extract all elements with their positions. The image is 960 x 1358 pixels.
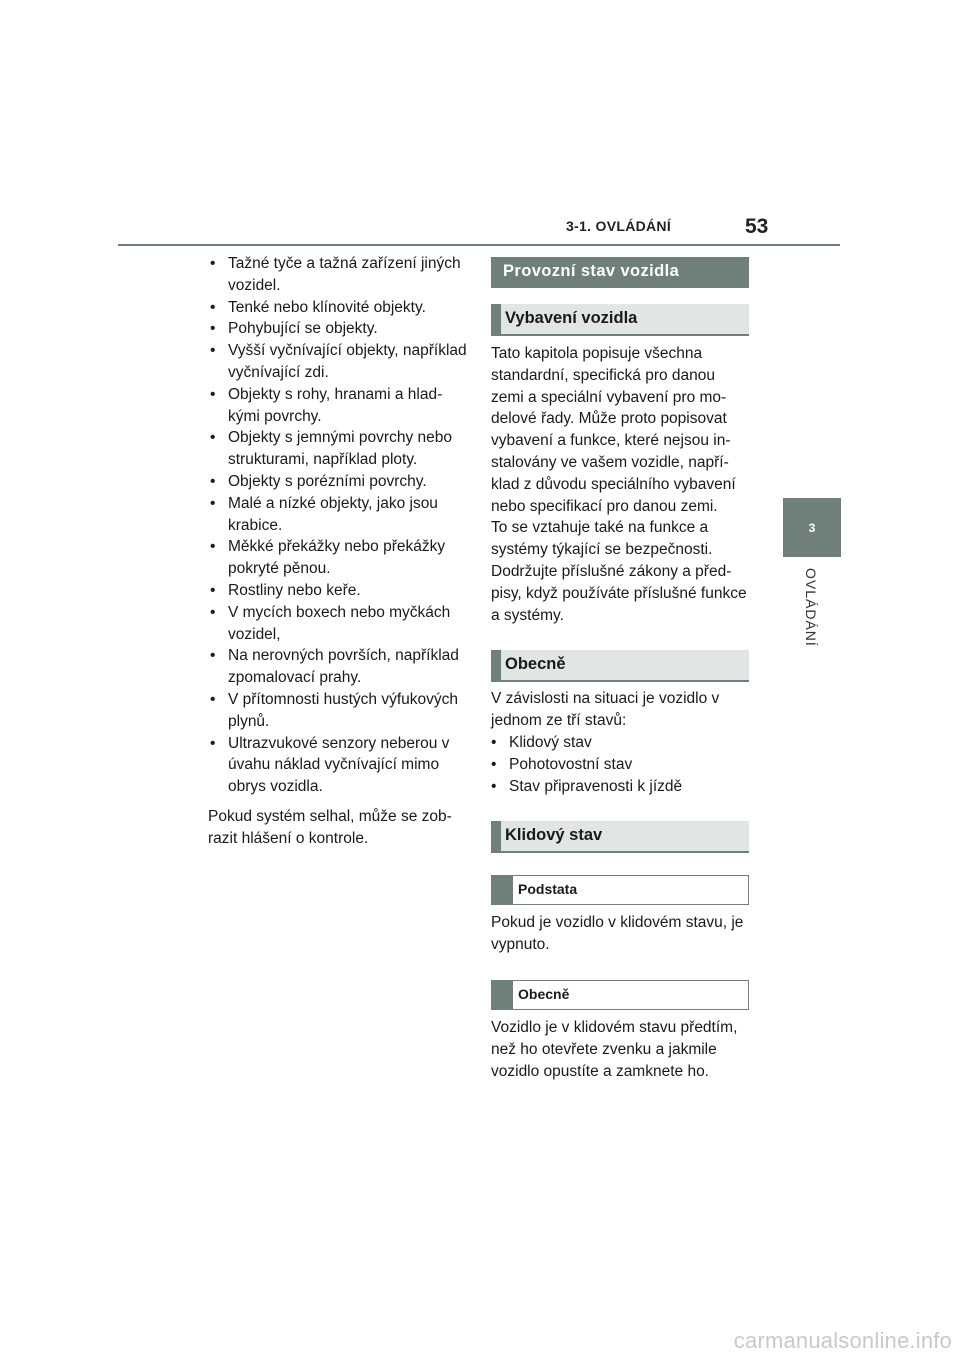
list-item: • Vyšší vyčnívající objekty, například vyčnívající zdi.	[208, 340, 468, 384]
list-item: • Objekty s porézními povrchy.	[208, 471, 468, 493]
watermark: carmanualsonline.info	[733, 1328, 952, 1353]
list-item: • Malé a nízké objekty, jako jsou krabice.	[208, 493, 468, 537]
closing-paragraph: Pokud systém selhal, může se zobrazit hlášení o kontrole.	[208, 807, 452, 847]
list-item: • Stav připravenosti k jízdě	[491, 776, 749, 798]
list-item: • Ultrazvukové senzory neberou v úvahu náklad vyčnívající mimo obrys vozidla.	[208, 733, 468, 798]
right-column	[491, 257, 749, 1082]
section-heading-general: Obecně	[491, 650, 749, 682]
list-item: • Rostliny nebo keře.	[208, 580, 468, 602]
header-divider	[118, 244, 840, 246]
chapter-number: 3	[808, 520, 816, 535]
list-item: • Objekty s jemnými povrchy nebo strukturami, například ploty.	[208, 427, 468, 471]
paragraph: Dodržujte příslušné zákony a předpisy, když používáte příslušné funkce a systémy.	[491, 562, 747, 624]
box-heading-principle: Podstata	[491, 875, 749, 905]
list-item: • Na nerovných površích, například zpomalovací prahy.	[208, 645, 468, 689]
list-item: • Měkké překážky nebo překážky pokryté pěnou.	[208, 536, 468, 580]
section-heading-equipment: Vybavení vozidla	[491, 304, 749, 336]
section-heading-standby: Klidový stav	[491, 821, 749, 853]
paragraph: Tato kapitola popisuje všechna standardní, specifická pro danou zemi a speciální vybavení pro modelové řady. Může proto popisovat vybavení a funkce, které nejsou instalovány ve vašem vozidle, například z důvodu speciálního vybavení nebo specifikací pro danou zemi.	[491, 345, 736, 515]
list-item: • Objekty s rohy, hranami a hladkými povrchy.	[208, 384, 468, 428]
list-item: • V mycích boxech nebo myčkách vozidel,	[208, 602, 468, 646]
paragraph: Vozidlo je v klidovém stavu předtím, než ho otevřete zvenku a jakmile vozidlo opustíte a zamknete ho.	[491, 1018, 738, 1080]
list-item: • Klidový stav	[491, 732, 749, 754]
list-item: • Tažné tyče a tažná zařízení jiných vozidel.	[208, 253, 468, 297]
section-title: 3-1. OVLÁDÁNÍ	[566, 218, 672, 234]
box-heading-general: Obecně	[491, 980, 749, 1010]
vehicle-states-list	[491, 732, 749, 797]
list-item: • Pohotovostní stav	[491, 754, 749, 776]
list-item: • Tenké nebo klínovité objekty.	[208, 297, 468, 319]
list-item: • Pohybující se objekty.	[208, 318, 468, 340]
page-number: 53	[745, 215, 769, 238]
paragraph: To se vztahuje také na funkce a systémy týkající se bezpečnosti.	[491, 519, 713, 559]
paragraph: V závislosti na situaci je vozidlo v jednom ze tří stavů:	[491, 690, 720, 730]
paragraph: Pokud je vozidlo v klidovém stavu, je vypnuto.	[491, 914, 744, 954]
limitations-list	[208, 253, 468, 798]
chapter-tab	[783, 498, 841, 557]
main-heading: Provozní stav vozidla	[491, 257, 749, 288]
list-item: • V přítomnosti hustých výfukových plynů.	[208, 689, 468, 733]
left-column	[208, 253, 468, 850]
chapter-label: OVLÁDÁNÍ	[803, 568, 819, 647]
